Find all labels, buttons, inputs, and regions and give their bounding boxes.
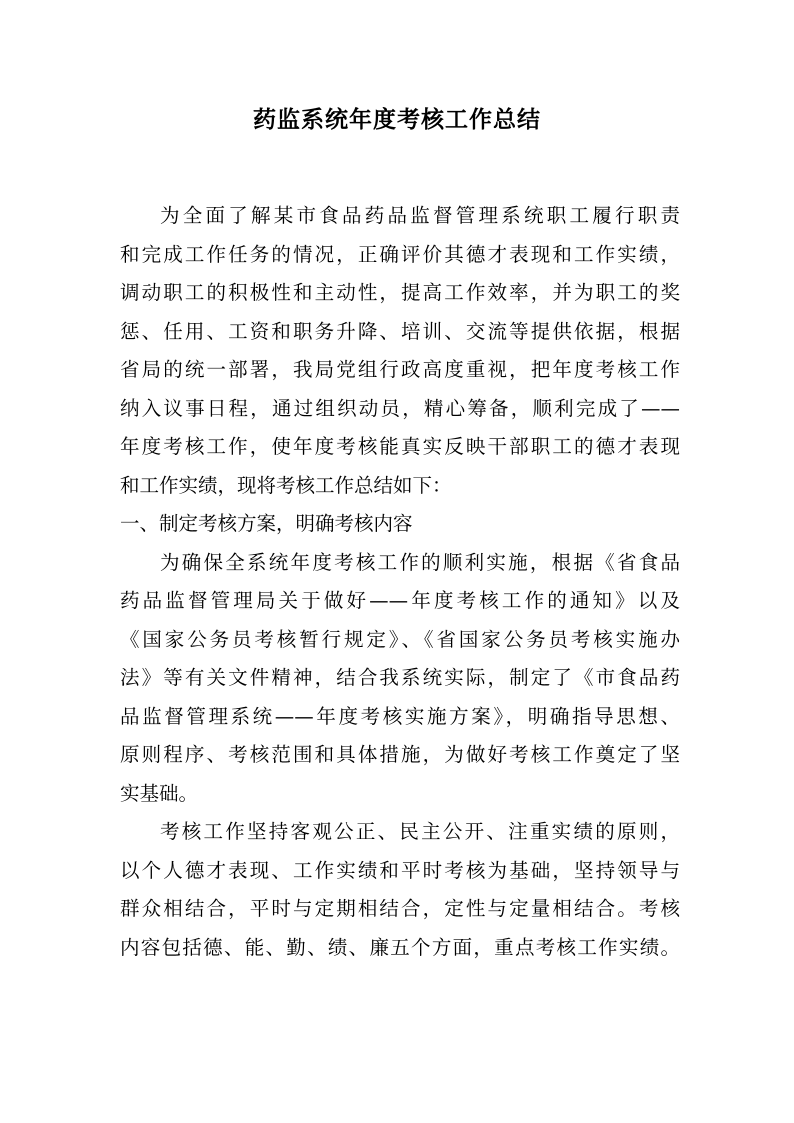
paragraph-1-line-2: 和完成工作任务的情况，正确评价其德才表现和工作实绩， [120,242,680,266]
document-body [120,197,680,967]
section-heading-1: 一、制定考核方案，明确考核内容 [120,512,413,535]
paragraph-2-line-4: 法》等有关文件精神，结合我系统实际，制定了《市食品药 [120,666,680,689]
paragraph-1-line-3: 调动职工的积极性和主动性，提高工作效率，并为职工的奖 [120,281,680,304]
paragraph-3-line-1: 考核工作坚持客观公正、民主公开、注重实绩的原则， [160,820,680,843]
paragraph-1-line-5: 省局的统一部署，我局党组行政高度重视，把年度考核工作 [120,358,680,381]
paragraph-2-line-2: 药品监督管理局关于做好——年度考核工作的通知》以及 [120,589,680,612]
paragraph-2-line-5: 品监督管理系统——年度考核实施方案》，明确指导思想、 [120,704,680,728]
paragraph-2-line-1: 为确保全系统年度考核工作的顺利实施，根据《省食品 [160,550,680,574]
paragraph-2-line-7: 实基础。 [120,781,199,805]
paragraph-1-line-1: 为全面了解某市食品药品监督管理系统职工履行职责 [160,204,680,227]
paragraph-1-line-7: 年度考核工作，使年度考核能真实反映干部职工的德才表现 [120,435,680,458]
paragraph-3-line-4: 内容包括德、能、勤、绩、廉五个方面，重点考核工作实绩。 [120,935,680,959]
paragraph-3-line-3: 群众相结合，平时与定期相结合，定性与定量相结合。考核 [120,897,680,920]
paragraph-1-line-4: 惩、任用、工资和职务升降、培训、交流等提供依据，根据 [120,319,680,343]
paragraph-1-line-6: 纳入议事日程，通过组织动员，精心筹备，顺利完成了—— [120,396,680,420]
paragraph-1-line-8: 和工作实绩，现将考核工作总结如下： [120,473,452,497]
paragraph-3-line-2: 以个人德才表现、工作实绩和平时考核为基础，坚持领导与 [120,858,680,882]
document-title: 药监系统年度考核工作总结 [253,107,541,133]
paragraph-2-line-3: 《国家公务员考核暂行规定》、《省国家公务员考核实施办 [120,627,680,651]
paragraph-2-line-6: 原则程序、考核范围和具体措施，为做好考核工作奠定了坚 [120,743,680,766]
